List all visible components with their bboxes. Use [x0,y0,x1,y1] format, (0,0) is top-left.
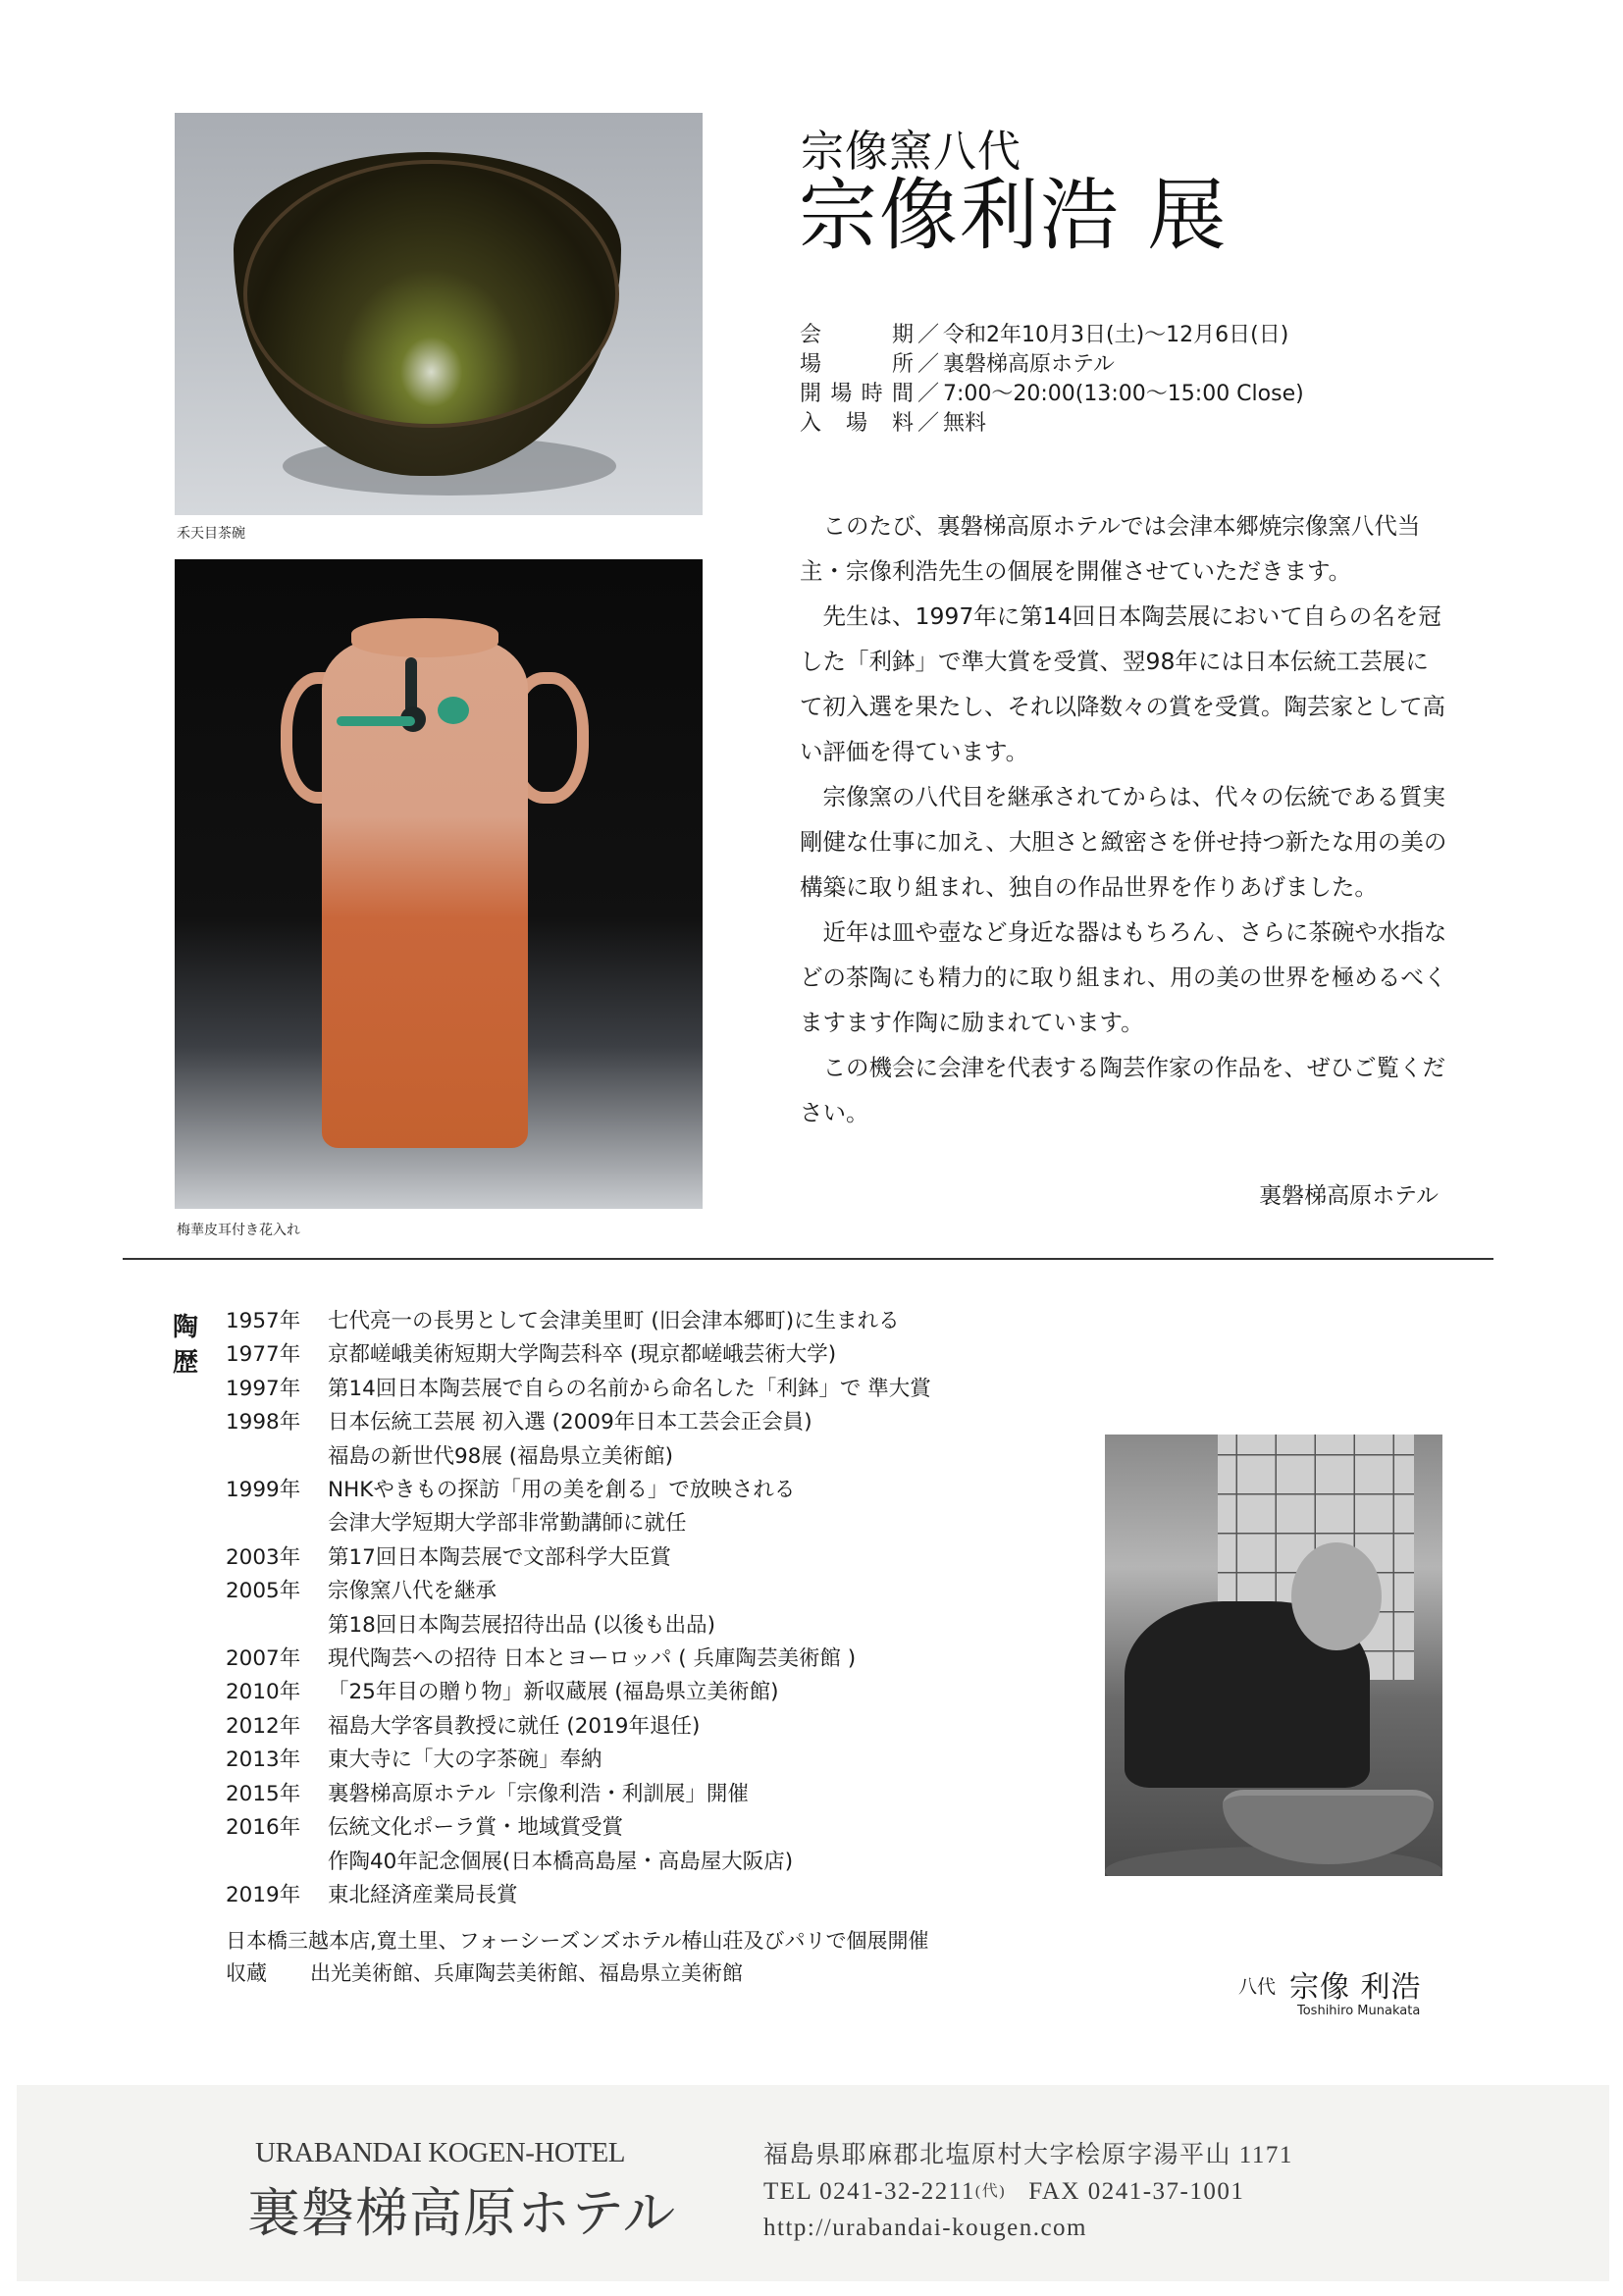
section-divider [123,1258,1493,1260]
hotel-name-jp: 裏磐梯高原ホテル [247,2182,677,2244]
career-entry: 1957年 七代亮一の長男として会津美里町 (旧会津本郷町)に生まれる [226,1309,900,1333]
collection-label: 収蔵 [226,1961,267,1985]
info-label: 場 所 [800,352,914,377]
vase-caption: 梅華皮耳付き花入れ [177,1223,300,1238]
vase-neck [351,618,498,657]
hotel-contact [763,2137,1293,2246]
artist-name-jp: 宗像 利浩 [1289,1970,1422,2005]
info-separator: ／ [916,323,939,347]
fax-number: 0241-37-1001 [1087,2178,1245,2205]
paragraph: 先生は、1997年に第14回日本陶芸展において自らの名を冠した「利鉢」で準大賞を受賞、翌98年には日本伝統工芸展にて初入選を果たし、それ以降数々の賞を受賞。陶芸家として高い評価を得ています。 [800,602,1445,765]
artist-generation: 八代 [1238,1976,1277,1998]
paragraph: 近年は皿や壺など身近な器はもちろん、さらに茶碗や水指などの茶陶にも精力的に取り組まれ、用の美の世界を極めるべくますます作陶に励まれています。 [800,918,1447,1036]
info-label: 入 場 料 [800,411,914,436]
exhibition-title: 宗像利浩 展 [799,170,1229,261]
career-entry: 福島の新世代98展 (福島県立美術館) [328,1443,673,1469]
career-entry: 2010年 「25年目の贈り物」新収蔵展 (福島県立美術館) [226,1680,779,1705]
career-entry: 2016年 伝統文化ポーラ賞・地域賞受賞 [226,1815,624,1841]
info-separator: ／ [916,382,939,406]
info-label: 開 場 時 間 [800,382,914,406]
career-extra [226,1925,928,1990]
info-row-venue [800,350,1304,380]
hotel-address: 福島県耶麻郡北塩原村大字桧原字湯平山 1171 [763,2142,1293,2168]
paragraph: 宗像窯の八代目を継承されてからは、代々の伝統である質実剛健な仕事に加え、大胆さと緻密さを併せ持つ新たな用の美の構築に取り組まれ、独自の作品世界を作りあげました。 [800,783,1447,901]
career-entry: 2007年 現代陶芸への招待 日本とヨーロッパ ( 兵庫陶芸美術館 ) [226,1646,857,1672]
career-entry: 1997年 第14回日本陶芸展で自らの名前から命名した「利鉢」で 準大賞 [226,1376,931,1401]
bowl-photo [175,113,703,515]
career-heading: 陶歴 [173,1313,199,1378]
info-value: 7:00～20:00(13:00～15:00 Close) [943,382,1304,406]
career-entry: 会津大学短期大学部非常勤講師に就任 [328,1511,687,1537]
artist-head [1291,1542,1382,1650]
info-row-admission [800,409,1304,439]
bowl-caption: 禾天目茶碗 [177,526,245,542]
vase-green-splash [438,697,469,724]
career-entry: 作陶40年記念個展(日本橋高島屋・高島屋大阪店) [328,1849,794,1874]
career-entry: 2003年 第17回日本陶芸展で文部科学大臣賞 [226,1544,671,1570]
hotel-name-en: URABANDAI KOGEN-HOTEL [255,2137,625,2168]
bowl-glaze [243,160,619,428]
info-value: 無料 [943,411,987,436]
vase-green-stroke [337,716,415,726]
tel-number: 0241-32-2211 [819,2178,975,2205]
hotel-url[interactable]: http://urabandai-kougen.com [763,2215,1088,2241]
exhibition-info [800,321,1304,439]
info-row-period [800,321,1304,350]
info-separator: ／ [916,352,939,377]
info-value: 令和2年10月3日(土)～12月6日(日) [943,323,1289,347]
career-entry: 1998年 日本伝統工芸展 初入選 (2009年日本工芸会正会員) [226,1410,812,1435]
signature: 裏磐梯高原ホテル [1259,1183,1439,1209]
info-row-hours [800,380,1304,409]
career-entry: 2013年 東大寺に「大の字茶碗」奉納 [226,1748,602,1773]
exhibition-subtitle: 宗像窯八代 [801,127,1021,177]
paragraph: この機会に会津を代表する陶芸作家の作品を、ぜひご覧ください。 [800,1054,1445,1126]
exhibitions-text: 日本橋三越本店,寛土里、フォーシーズンズホテル椿山荘及びパリで個展開催 [226,1929,929,1953]
vase-photo [175,559,703,1209]
hotel-phone-fax: TEL 0241-32-2211(代) FAX 0241-37-1001 [763,2178,1245,2205]
collection-text: 出光美術館、兵庫陶芸美術館、福島県立美術館 [310,1961,743,1985]
info-value: 裏磐梯高原ホテル [943,352,1115,377]
artist-portrait-photo [1105,1435,1442,1876]
artist-name [1238,1962,1422,2006]
career-list [226,1305,931,1912]
career-entry: 2005年 宗像窯八代を継承 [226,1579,497,1604]
artist-name-roman: Toshihiro Munakata [1297,2004,1421,2018]
career-entry: 1999年 NHKやきもの探訪「用の美を創る」で放映される [226,1478,796,1503]
introduction-text [800,503,1447,1135]
info-separator: ／ [916,411,939,436]
info-label: 会 期 [800,323,914,347]
collection-row [226,1957,928,1990]
career-entry: 2012年 福島大学客員教授に就任 (2019年退任) [226,1713,701,1739]
paragraph: このたび、裏磐梯高原ホテルでは会津本郷焼宗像窯八代当主・宗像利浩先生の個展を開催させていただきます。 [800,512,1421,585]
career-entry: 第18回日本陶芸展招待出品 (以後も出品) [328,1612,715,1638]
career-entry: 2015年 裏磐梯高原ホテル「宗像利浩・利訓展」開催 [226,1781,749,1806]
career-entry: 1977年 京都嵯峨美術短期大学陶芸科卒 (現京都嵯峨芸術大学) [226,1342,837,1368]
career-entry: 2019年 東北経済産業局長賞 [226,1882,518,1907]
